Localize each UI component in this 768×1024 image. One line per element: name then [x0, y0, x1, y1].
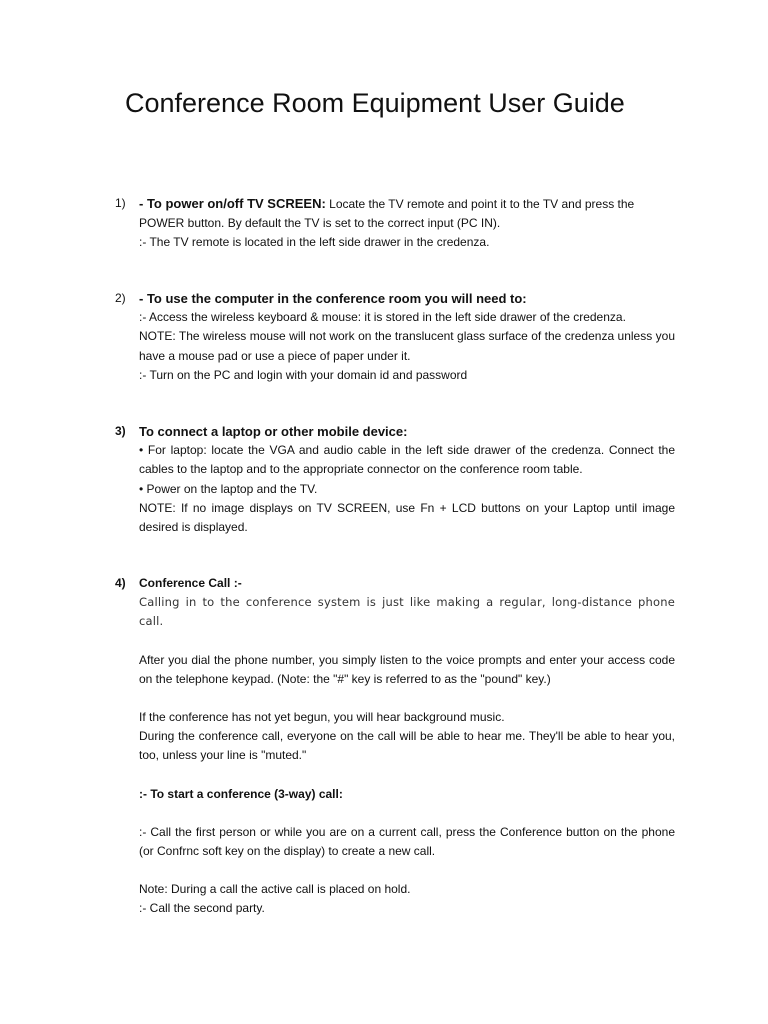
section-intro: Calling in to the conference system is just like making a regular, long-distance phone call. [139, 595, 675, 629]
section-number: 3) [115, 424, 126, 438]
section-line: :- Call the second party. [139, 901, 265, 916]
section-number: 4) [115, 576, 126, 590]
section-subheading: :- To start a conference (3-way) call: [139, 786, 343, 801]
section-line: :- Access the wireless keyboard & mouse: it is stored in the left side drawer of the credenza. [139, 310, 626, 325]
section-heading: Conference Call :- [139, 576, 242, 590]
section-paragraph: If the conference has not yet begun, you will hear background music. [139, 710, 505, 725]
section-number: 2) [115, 291, 126, 305]
section-number: 1) [115, 196, 126, 210]
section-body [139, 194, 675, 253]
section-heading: - To use the computer in the conference room you will need to: [139, 291, 527, 306]
bullet-item: • For laptop: locate the VGA and audio cable in the left side drawer of the credenza. Connect the cables to the laptop and to the appropriate connector on the conference room table. [139, 443, 675, 477]
section-heading: - To power on/off TV SCREEN: [139, 196, 326, 211]
section-paragraph: After you dial the phone number, you simply listen to the voice prompts and enter your access code on the telephone keypad. (Note: the "#" key is referred to as the "pound" key.) [139, 652, 675, 686]
section-note: Note: During a call the active call is placed on hold. [139, 882, 411, 897]
section-paragraph: :- Call the first person or while you are on a current call, press the Conference button on the phone (or Confrnc soft key on the display) to create a new call. [139, 824, 675, 859]
section-paragraph: During the conference call, everyone on the call will be able to hear me. They'll be able to hear you, too, unless your line is "muted." [139, 729, 675, 763]
section-note: NOTE: The wireless mouse will not work on the translucent glass surface of the credenza unless you have a mouse pad or use a piece of paper under it. [139, 329, 675, 363]
bullet-item: • Power on the laptop and the TV. [139, 481, 318, 496]
section-note: NOTE: If no image displays on TV SCREEN, use Fn + LCD buttons on your Laptop until image desired is displayed. [139, 500, 675, 535]
section-heading: To connect a laptop or other mobile device: [139, 424, 408, 439]
section-line: :- Turn on the PC and login with your domain id and password [139, 367, 468, 382]
section-body [139, 422, 675, 537]
section-body [139, 574, 675, 919]
document-title: Conference Room Equipment User Guide [125, 88, 625, 118]
section-line: :- The TV remote is located in the left side drawer in the credenza. [139, 235, 490, 250]
section-text: Locate the TV remote and point it to the TV and press the POWER button. By default the TV is set to the correct input (PC IN). [139, 197, 635, 231]
section-body [139, 289, 675, 385]
